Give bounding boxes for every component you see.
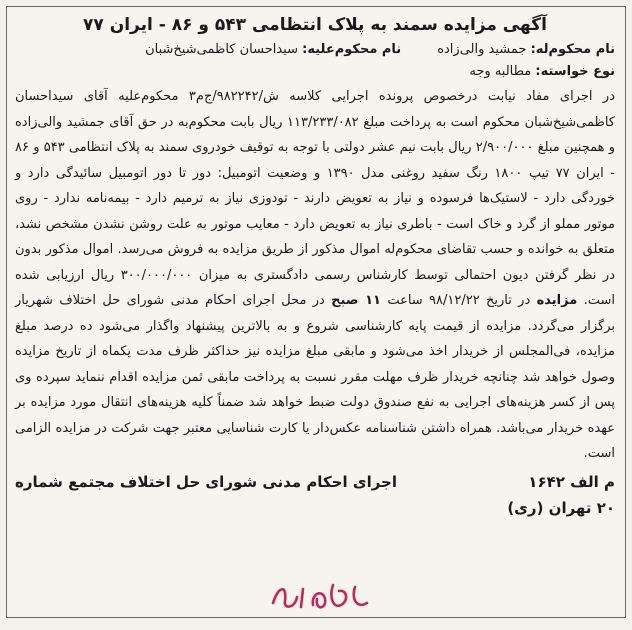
handwritten-signature-icon bbox=[267, 575, 377, 615]
notice-page bbox=[6, 6, 626, 618]
parties-row bbox=[15, 39, 615, 61]
authority-branch: ۲۰ تهران (ری) bbox=[507, 498, 615, 517]
notice-body bbox=[15, 84, 615, 467]
auction-time: ۱۱ صبح bbox=[331, 293, 381, 308]
request-row bbox=[15, 61, 615, 83]
auction-label: مزایده bbox=[536, 293, 578, 308]
request-type bbox=[469, 61, 615, 83]
request-label: نوع خواسته: bbox=[535, 64, 615, 79]
defendant-party bbox=[145, 39, 401, 61]
defendant-name: سیداحسان کاظمی‌شیخ‌شبان bbox=[145, 42, 298, 57]
defendant-label: نام محکوم‌علیه: bbox=[302, 42, 402, 57]
body-paragraph-1: در اجرای مفاد نیابت درخصوص پرونده اجرایی کلاسه ش/۹۸۲۲۴۲/ج‌م۳ محکوم‌علیه آقای سیداحسان کاظمی‌شیخ‌شبان محکوم است به پرداخت مبلغ ۱۱۳/۲۳۳/۰۸۲ ریال بابت محکوم‌به در حق آقای جمشید والی‌زاده و همچنین مبلغ ۲/۹۰۰/۰۰۰ ریال بابت نیم عشر دولتی با توجه به توقیف خودروی سمند به پلاک انتظامی ۵۴۳ و ۸۶ - ایران ۷۷ تیپ ۱۸۰۰ رنگ سفید روغنی مدل ۱۳۹۰ و وضعیت اتومبیل: دور تا دور اتومبیل سائیدگی دارد و خوردگی دارد - لاستیک‌ها فرسوده و نیاز به تعویض دارند - تودوزی نیاز به ترمیم دارد - بیمه‌نامه ندارد - روی موتور مملو از گرد و خاک است - باطری نیاز به تعویض دارد - معایب موتور به علت روشن نشدن مشخص نشد، متعلق به خوانده و حسب تقاضای محکوم‌له اموال مذکور از طریق مزایده به فروش می‌رسد. اموال مذکور بدون در نظر گرفتن دیون احتمالی توسط کارشناس رسمی دادگستری به میزان ۳۰۰/۰۰۰/۰۰۰ ریال ارزیابی شده است. bbox=[15, 89, 615, 308]
body-paragraph-2b: در محل اجرای احکام مدنی شورای حل اختلاف شهریار برگزار می‌گردد. مزایده از قیمت پایه کارشناسی شروع و به بالاترین پیشنهاد واگذار می‌شود ده درصد مبلغ مزایده، فی‌المجلس از خریدار اخذ می‌شود و مابقی مبلغ مزایده نیز حداکثر ظرف مدت یکماه از تاریخ مزایده وصول خواهد شد چنانچه خریدار ظرف مهلت مقرر نسبت به پرداخت مابقی ثمن مزایده اقدام ننماید سپرده وی پس از کسر هزینه‌های اجرایی به نفع صندوق دولت ضبط خواهد شد ضمناً کلیه هزینه‌های انتقال مورد مزایده بر عهده خریدار می‌باشد. همراه داشتن شناسنامه عکس‌دار یا کارت شناسایی معتبر جهت شرکت در مزایده الزامی است. bbox=[15, 293, 615, 461]
notice-content bbox=[15, 13, 615, 521]
body-paragraph-2a: در تاریخ ۹۸/۱۲/۲۲ ساعت bbox=[387, 293, 531, 308]
request-value: مطالبه وجه bbox=[469, 64, 532, 79]
convicted-name: جمشید والی‌زاده bbox=[437, 42, 527, 57]
notice-footer bbox=[15, 469, 615, 521]
footer-row-1 bbox=[15, 469, 615, 495]
footer-row-2 bbox=[15, 495, 615, 521]
notice-title: آگهی مزایده سمند به پلاک انتظامی ۵۴۳ و ۸۶ - ایران ۷۷ bbox=[83, 15, 547, 35]
announcement-code: م الف ۱۶۴۲ bbox=[528, 472, 615, 491]
issuing-authority: اجرای احکام مدنی شورای حل اختلاف مجتمع شماره bbox=[15, 472, 398, 491]
convicted-party bbox=[437, 39, 615, 61]
convicted-label: نام محکوم‌له: bbox=[530, 42, 615, 57]
